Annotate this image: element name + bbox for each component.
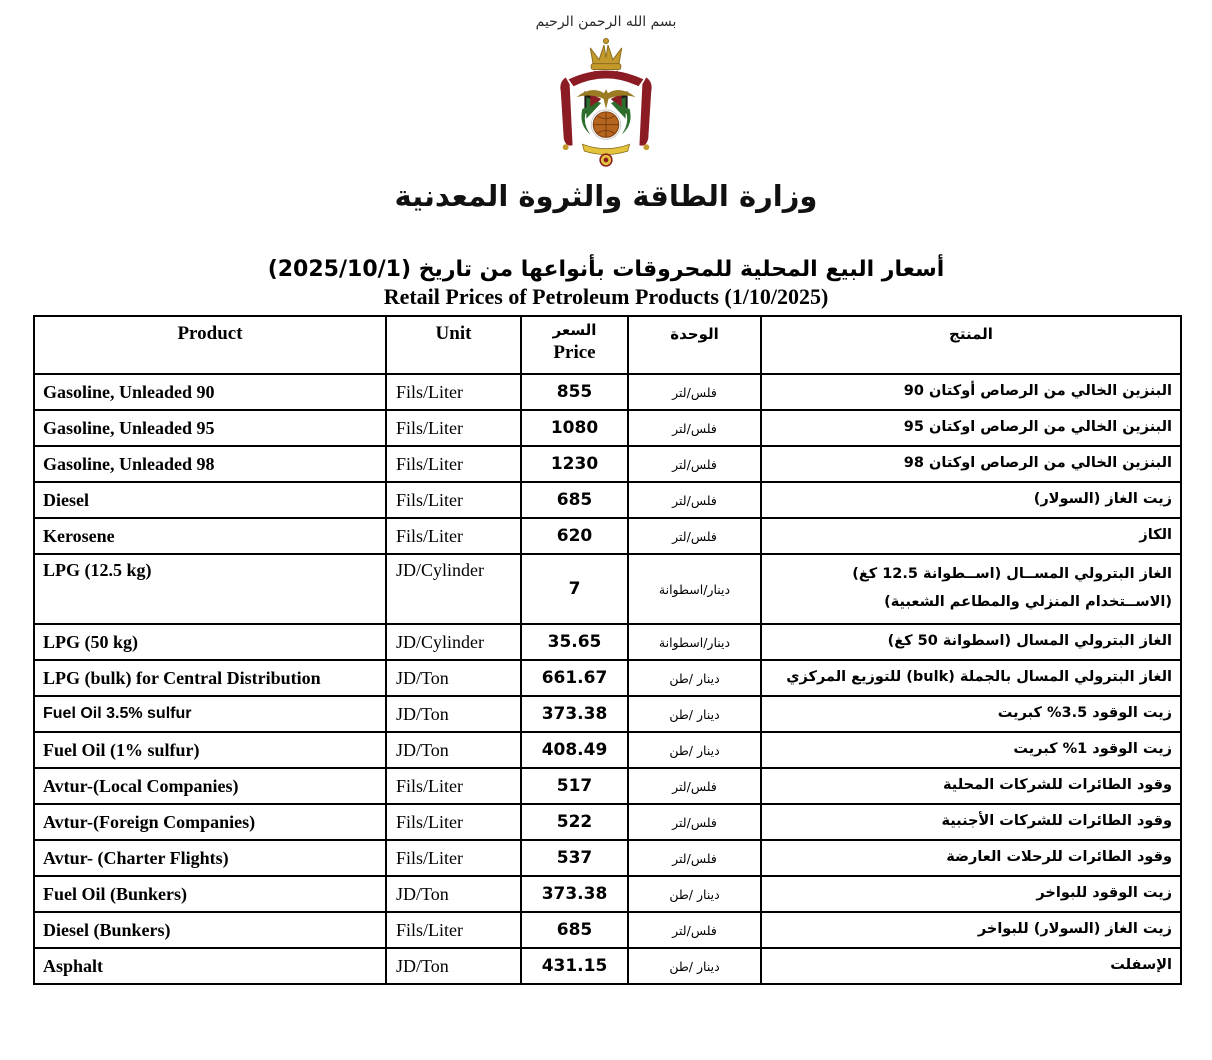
product-name-ar: الإسفلت [761,948,1181,984]
unit-ar: دينار /طن [628,696,761,732]
unit-ar: فلس/لتر [628,518,761,554]
table-row [34,912,1181,948]
unit-en: JD/Ton [386,732,521,768]
product-name-ar: زيت الوقود 1% كبريت [761,732,1181,768]
table-row [34,876,1181,912]
product-name-ar: زيت الغاز (السولار) للبواخر [761,912,1181,948]
price-value: 685 [521,482,628,518]
price-value: 517 [521,768,628,804]
unit-ar: دينار /طن [628,660,761,696]
unit-ar: فلس/لتر [628,410,761,446]
product-name-ar: الكاز [761,518,1181,554]
unit-ar: دينار /طن [628,948,761,984]
unit-en: JD/Cylinder [386,554,521,624]
product-name-ar: الغاز البترولي المســال (اســطوانة 12.5 كغ) (الاســتخدام المنزلي والمطاعم الشعبية) [761,554,1181,624]
table-row [34,554,1181,624]
unit-en: Fils/Liter [386,804,521,840]
product-name-ar: البنزين الخالي من الرصاص اوكتان 95 [761,410,1181,446]
table-row [34,410,1181,446]
unit-en: JD/Ton [386,660,521,696]
table-row [34,948,1181,984]
product-name-ar: وقود الطائرات للشركات المحلية [761,768,1181,804]
product-name-en: Fuel Oil (1% sulfur) [34,732,386,768]
unit-en: Fils/Liter [386,374,521,410]
product-name-en: LPG (50 kg) [34,624,386,660]
price-value: 620 [521,518,628,554]
unit-en: Fils/Liter [386,410,521,446]
product-name-en: Gasoline, Unleaded 98 [34,446,386,482]
price-value: 855 [521,374,628,410]
price-value: 431.15 [521,948,628,984]
document-title-english: Retail Prices of Petroleum Products (1/10/2025) [383,284,829,309]
unit-en: JD/Ton [386,696,521,732]
price-value: 35.65 [521,624,628,660]
unit-en: Fils/Liter [386,768,521,804]
product-name-ar: البنزين الخالي من الرصاص أوكتان 90 [761,374,1181,410]
price-value: 685 [521,912,628,948]
price-value: 408.49 [521,732,628,768]
table-row [34,696,1181,732]
header-price-ar: السعر [552,321,597,339]
unit-ar: فلس/لتر [628,768,761,804]
product-name-en: LPG (12.5 kg) [34,554,386,624]
header-price-en: Price [553,342,596,363]
product-name-en: Avtur-(Foreign Companies) [34,804,386,840]
document-title-arabic: أسعار البيع المحلية للمحروقات بأنواعها من تاريخ (2025/10/1) [267,257,945,282]
unit-ar: فلس/لتر [628,804,761,840]
header-product-ar: المنتج [761,316,1181,374]
product-name-en: Fuel Oil 3.5% sulfur [34,696,386,732]
unit-en: Fils/Liter [386,446,521,482]
unit-en: Fils/Liter [386,482,521,518]
price-value: 373.38 [521,876,628,912]
header-unit-ar: الوحدة [628,316,761,374]
header-product-en: Product [34,316,386,374]
header-unit-en: Unit [386,316,521,374]
unit-ar: دينار/اسطوانة [628,624,761,660]
ministry-name-calligraphy: وزارة الطاقة والثروة المعدنية [394,179,818,213]
price-value: 661.67 [521,660,628,696]
unit-ar: فلس/لتر [628,912,761,948]
petroleum-price-table [33,315,1182,985]
price-value: 1080 [521,410,628,446]
table-row [34,840,1181,876]
product-name-en: Diesel [34,482,386,518]
product-name-en: Gasoline, Unleaded 95 [34,410,386,446]
unit-ar: دينار /طن [628,732,761,768]
product-name-en: LPG (bulk) for Central Distribution [34,660,386,696]
table-row [34,446,1181,482]
product-name-en: Avtur- (Charter Flights) [34,840,386,876]
table-row [34,624,1181,660]
product-name-en: Diesel (Bunkers) [34,912,386,948]
unit-ar: فلس/لتر [628,482,761,518]
product-name-en: Asphalt [34,948,386,984]
product-name-ar: زيت الوقود 3.5% كبريت [761,696,1181,732]
price-value: 537 [521,840,628,876]
product-name-ar: وقود الطائرات للشركات الأجنبية [761,804,1181,840]
unit-ar: فلس/لتر [628,374,761,410]
unit-en: JD/Ton [386,948,521,984]
product-name-ar: الغاز البترولي المسال بالجملة (bulk) للتوزيع المركزي [761,660,1181,696]
unit-ar: دينار /طن [628,876,761,912]
unit-en: Fils/Liter [386,840,521,876]
product-name-ar: زيت الغاز (السولار) [761,482,1181,518]
header-price [521,316,628,374]
bismillah-calligraphy: بسم الله الرحمن الرحيم [535,14,677,30]
product-name-en: Gasoline, Unleaded 90 [34,374,386,410]
price-value: 7 [521,554,628,624]
unit-en: JD/Ton [386,876,521,912]
product-name-en: Kerosene [34,518,386,554]
table-row [34,374,1181,410]
coat-of-arms-icon [547,34,665,168]
table-row [34,768,1181,804]
table-header-row [34,316,1181,374]
unit-en: JD/Cylinder [386,624,521,660]
product-name-en: Fuel Oil (Bunkers) [34,876,386,912]
unit-ar: فلس/لتر [628,446,761,482]
table-row [34,732,1181,768]
table-row [34,482,1181,518]
product-name-ar: البنزين الخالي من الرصاص اوكتان 98 [761,446,1181,482]
table-row [34,804,1181,840]
unit-ar: دينار/اسطوانة [628,554,761,624]
price-value: 1230 [521,446,628,482]
price-value: 373.38 [521,696,628,732]
product-name-ar: الغاز البترولي المسال (اسطوانة 50 كغ) [761,624,1181,660]
unit-ar: فلس/لتر [628,840,761,876]
unit-en: Fils/Liter [386,912,521,948]
jordan-royal-emblem [0,34,1212,173]
price-value: 522 [521,804,628,840]
product-name-en: Avtur-(Local Companies) [34,768,386,804]
product-name-ar: وقود الطائرات للرحلات العارضة [761,840,1181,876]
table-row [34,518,1181,554]
table-row [34,660,1181,696]
unit-en: Fils/Liter [386,518,521,554]
product-name-ar: زيت الوقود للبواخر [761,876,1181,912]
